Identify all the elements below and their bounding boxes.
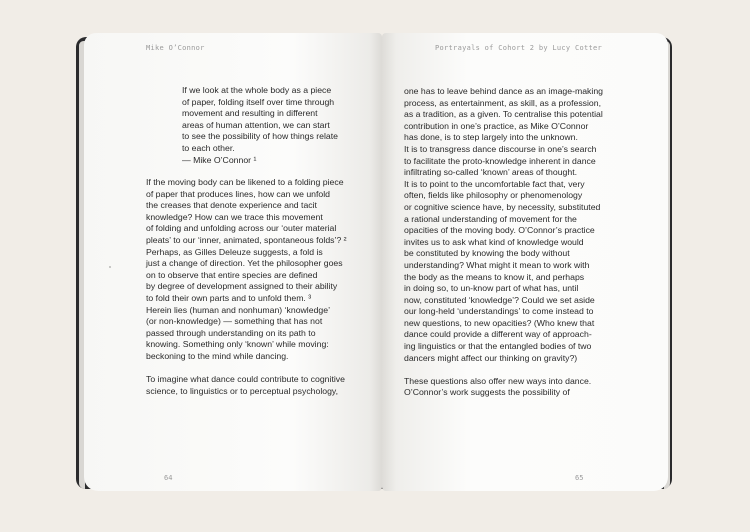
text-line: O’Connor’s work suggests the possibility of [404,387,570,398]
text-line: be constituted by knowing the body without [404,248,570,259]
text-line: our long-held ‘understandings’ to come instead to [404,306,594,317]
text-line: to fold their own parts and to unfold them. ³ [146,292,312,303]
text-line: or cognitive science have, by necessity, substituted [404,201,601,212]
text-line: understanding? What might it mean to work with [404,259,590,270]
text-line: knowledge? How can we trace this movement [146,211,323,222]
text-line: passed through understanding on its path to [146,327,316,338]
text-line: dancers might affect our thinking on gravity?) [404,352,578,363]
text-line: a rational understanding of movement for the [404,213,577,224]
text-line: beckoning to the mind while dancing. [146,350,289,361]
text-line: It is to transgress dance discourse in one’s search [404,143,597,154]
text-line: science, to linguistics or to perceptual psychology, [146,385,339,396]
text-line: the body as the means to know it, and perhaps [404,271,585,282]
text-line: the creases that denote experience and tacit [146,200,317,211]
left-running-head: Mike O’Connor [146,44,205,52]
epigraph-quote [182,85,338,166]
text-line: It is to point to the uncomfortable fact that, very [404,178,585,189]
quote-attribution: — Mike O’Connor ¹ [182,154,257,165]
text-line: These questions also offer new ways into dance. [404,375,592,386]
right-page [382,33,668,491]
right-running-head: Portrayals of Cohort 2 by Lucy Cotter [435,44,603,52]
text-line: To imagine what dance could contribute to cognitive [146,374,345,385]
text-line: Perhaps, as Gilles Deleuze suggests, a fold is [146,246,323,257]
quote-line: of paper, folding itself over time through [182,96,335,107]
quote-line: areas of human attention, we can start [182,119,330,130]
left-page [84,33,382,491]
text-line: process, as entertainment, as skill, as a profession, [404,97,602,108]
quote-line: to each other. [182,142,235,153]
text-line: to facilitate the proto-knowledge inherent in dance [404,155,596,166]
left-page-number: 64 [164,474,173,482]
text-line: one has to leave behind dance as an image-making [404,86,603,96]
quote-line: to see the possibility of how things relate [182,131,338,142]
text-line: as a tradition, as a given. To centralise this potential [404,109,603,120]
quote-line: If we look at the whole body as a piece [182,85,332,95]
right-body-text [404,86,603,399]
text-line: pleats’ to our ‘inner, animated, spontaneous folds’? ² [146,234,347,245]
text-line: by degree of development assigned to their ability [146,281,338,292]
text-line: invites us to ask what kind of knowledge would [404,236,584,247]
text-line: new questions, to new opacities? (Who knew that [404,317,595,328]
text-line: (or non-knowledge) — something that has not [146,316,323,327]
left-body-text [146,177,347,397]
text-line: If the moving body can be likened to a folding piece [146,177,344,187]
quote-line: movement and resulting in different [182,108,318,119]
text-line: just a change of direction. Yet the philosopher goes [146,258,343,269]
margin-speck [109,266,111,268]
text-line: opacities of the moving body. O’Connor’s practice [404,225,595,236]
right-page-number: 65 [575,474,584,482]
open-book [74,33,674,491]
text-line: infiltrating so-called ‘known’ areas of thought. [404,167,578,178]
text-line: dance could provide a different way of approach- [404,329,592,340]
text-line: Herein lies (human and nonhuman) ‘knowledge’ [146,304,330,315]
text-line: knowing. Something only ‘known’ while moving: [146,339,329,350]
text-line: contribution in one’s practice, as Mike O’Connor [404,120,589,131]
text-line: often, fields like philosophy or phenomenology [404,190,583,201]
text-line: of paper that produces lines, how can we unfold [146,188,331,199]
text-line: on to observe that entire species are defined [146,269,318,280]
text-line: has done, is to step largely into the unknown. [404,132,578,143]
text-line: ing linguistics or that the entangled bodies of two [404,341,592,352]
text-line: of folding and unfolding across our ‘outer material [146,223,337,234]
text-line: in doing so, to un-know part of what has, until [404,283,579,294]
text-line: now, constituted ‘knowledge’? Could we set aside [404,294,595,305]
